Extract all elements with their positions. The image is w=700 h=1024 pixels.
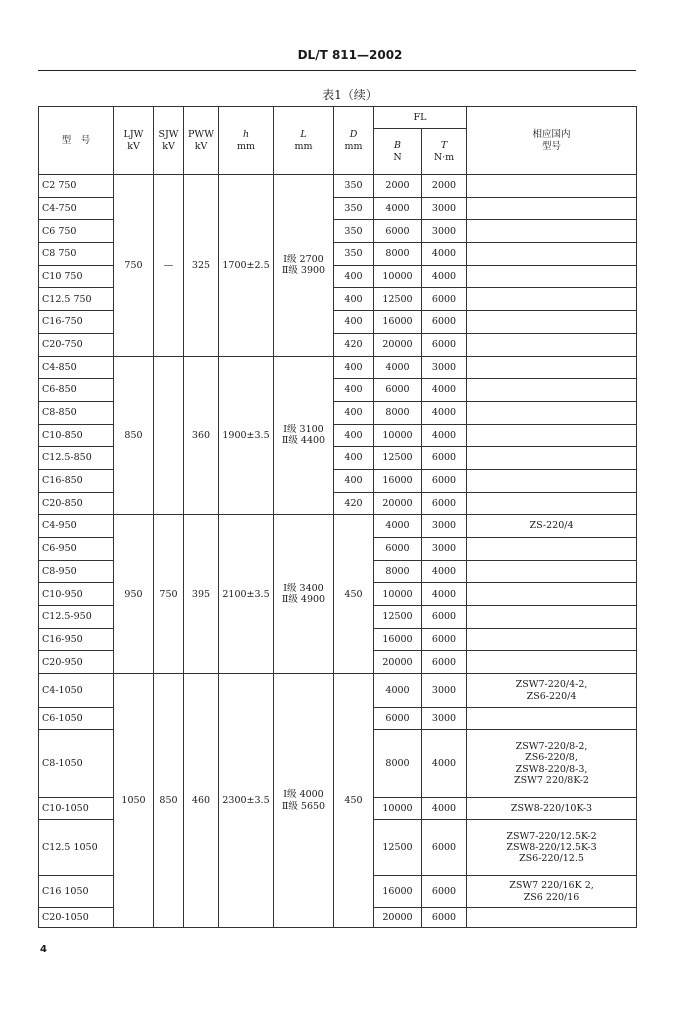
b-cell: 10000 [374, 424, 422, 447]
model-cell: C6-850 [39, 379, 114, 402]
t-cell: 6000 [422, 908, 467, 928]
b-cell: 20000 [374, 651, 422, 674]
model-cell: C6 750 [39, 220, 114, 243]
d-cell: 400 [334, 356, 374, 379]
domestic-cell [467, 708, 637, 730]
model-cell: C16 1050 [39, 876, 114, 908]
document-code: DL/T 811—2002 [297, 48, 403, 62]
b-cell: 6000 [374, 379, 422, 402]
col-D: D mm [334, 107, 374, 175]
col-L: L mm [274, 107, 334, 175]
b-cell: 4000 [374, 197, 422, 220]
b-cell: 2000 [374, 175, 422, 198]
domestic-cell [467, 908, 637, 928]
model-cell: C12.5-950 [39, 606, 114, 629]
model-cell: C16-750 [39, 311, 114, 334]
b-cell: 10000 [374, 798, 422, 820]
ljw-cell: 750 [114, 175, 154, 357]
domestic-cell [467, 424, 637, 447]
d-cell: 420 [334, 333, 374, 356]
domestic-cell [467, 538, 637, 561]
d-cell: 400 [334, 424, 374, 447]
domestic-cell: ZSW7-220/4-2, ZS6-220/4 [467, 674, 637, 708]
model-cell: C8-1050 [39, 730, 114, 798]
table-caption: 表1（续） [322, 88, 378, 102]
d-cell: 450 [334, 515, 374, 674]
t-cell: 3000 [422, 674, 467, 708]
domestic-cell [467, 606, 637, 629]
model-cell: C20-1050 [39, 908, 114, 928]
domestic-cell [467, 469, 637, 492]
model-cell: C16-850 [39, 469, 114, 492]
model-cell: C12.5-850 [39, 447, 114, 470]
t-cell: 6000 [422, 288, 467, 311]
model-cell: C20-850 [39, 492, 114, 515]
model-cell: C6-1050 [39, 708, 114, 730]
domestic-cell [467, 243, 637, 266]
model-cell: C20-750 [39, 333, 114, 356]
col-model: 型 号 [39, 107, 114, 175]
t-cell: 3000 [422, 515, 467, 538]
pww-cell: 360 [184, 356, 219, 515]
model-cell: C6-950 [39, 538, 114, 561]
pww-cell: 395 [184, 515, 219, 674]
model-cell: C10-950 [39, 583, 114, 606]
col-pww: PWW kV [184, 107, 219, 175]
pww-cell: 460 [184, 674, 219, 928]
page-number: 4 [40, 944, 47, 955]
domestic-cell [467, 651, 637, 674]
t-cell: 4000 [422, 265, 467, 288]
table-row [39, 515, 637, 538]
model-cell: C4-950 [39, 515, 114, 538]
sjw-cell: 750 [154, 515, 184, 674]
domestic-cell: ZSW8-220/10K-3 [467, 798, 637, 820]
t-cell: 3000 [422, 220, 467, 243]
h-cell: 1900±3.5 [219, 356, 274, 515]
t-cell: 6000 [422, 469, 467, 492]
ljw-cell: 1050 [114, 674, 154, 928]
domestic-cell [467, 197, 637, 220]
model-cell: C2 750 [39, 175, 114, 198]
domestic-cell [467, 288, 637, 311]
header-rule [38, 70, 636, 71]
table-header [39, 107, 637, 175]
domestic-cell [467, 560, 637, 583]
model-cell: C10 750 [39, 265, 114, 288]
domestic-cell [467, 333, 637, 356]
domestic-cell [467, 447, 637, 470]
model-cell: C4-1050 [39, 674, 114, 708]
t-cell: 6000 [422, 311, 467, 334]
d-cell: 400 [334, 379, 374, 402]
b-cell: 4000 [374, 356, 422, 379]
domestic-cell [467, 356, 637, 379]
b-cell: 16000 [374, 311, 422, 334]
t-cell: 3000 [422, 197, 467, 220]
b-cell: 12500 [374, 606, 422, 629]
d-cell: 400 [334, 311, 374, 334]
d-cell: 420 [334, 492, 374, 515]
model-cell: C12.5 750 [39, 288, 114, 311]
b-cell: 10000 [374, 583, 422, 606]
b-cell: 8000 [374, 243, 422, 266]
domestic-cell [467, 628, 637, 651]
model-cell: C8-850 [39, 401, 114, 424]
d-cell: 400 [334, 288, 374, 311]
table-row [39, 674, 637, 708]
table-row [39, 356, 637, 379]
t-cell: 4000 [422, 798, 467, 820]
b-cell: 16000 [374, 628, 422, 651]
b-cell: 6000 [374, 538, 422, 561]
d-cell: 400 [334, 265, 374, 288]
model-cell: C10-850 [39, 424, 114, 447]
t-cell: 3000 [422, 538, 467, 561]
t-cell: 6000 [422, 447, 467, 470]
t-cell: 6000 [422, 820, 467, 876]
ljw-cell: 950 [114, 515, 154, 674]
t-cell: 6000 [422, 876, 467, 908]
col-sjw: SJW kV [154, 107, 184, 175]
t-cell: 4000 [422, 730, 467, 798]
pww-cell: 325 [184, 175, 219, 357]
table-row [39, 175, 637, 198]
insulator-spec-table [38, 106, 637, 928]
model-cell: C4-750 [39, 197, 114, 220]
L-cell: Ⅰ级 3400 Ⅱ级 4900 [274, 515, 334, 674]
sjw-cell: 850 [154, 674, 184, 928]
domestic-cell [467, 220, 637, 243]
b-cell: 12500 [374, 447, 422, 470]
domestic-cell: ZSW7-220/8-2, ZS6-220/8, ZSW8-220/8-3, ZSW7 220/8K-2 [467, 730, 637, 798]
domestic-cell [467, 401, 637, 424]
domestic-cell [467, 583, 637, 606]
ljw-cell: 850 [114, 356, 154, 515]
sjw-cell: — [154, 175, 184, 357]
b-cell: 20000 [374, 333, 422, 356]
model-cell: C20-950 [39, 651, 114, 674]
col-fl-b: B N [374, 129, 422, 175]
domestic-cell: ZSW7-220/12.5K-2 ZSW8-220/12.5K-3 ZS6-220/12.5 [467, 820, 637, 876]
t-cell: 4000 [422, 424, 467, 447]
b-cell: 20000 [374, 492, 422, 515]
t-cell: 6000 [422, 606, 467, 629]
t-cell: 6000 [422, 651, 467, 674]
t-cell: 4000 [422, 401, 467, 424]
L-cell: Ⅰ级 4000 Ⅱ级 5650 [274, 674, 334, 928]
t-cell: 6000 [422, 492, 467, 515]
col-fl: FL [374, 107, 467, 129]
b-cell: 8000 [374, 560, 422, 583]
col-fl-t: T N·m [422, 129, 467, 175]
h-cell: 2100±3.5 [219, 515, 274, 674]
b-cell: 10000 [374, 265, 422, 288]
d-cell: 350 [334, 175, 374, 198]
domestic-cell [467, 311, 637, 334]
domestic-cell [467, 265, 637, 288]
domestic-cell [467, 175, 637, 198]
t-cell: 6000 [422, 333, 467, 356]
h-cell: 1700±2.5 [219, 175, 274, 357]
model-cell: C8-950 [39, 560, 114, 583]
model-cell: C4-850 [39, 356, 114, 379]
t-cell: 6000 [422, 628, 467, 651]
model-cell: C12.5 1050 [39, 820, 114, 876]
t-cell: 3000 [422, 356, 467, 379]
t-cell: 4000 [422, 560, 467, 583]
model-cell: C10-1050 [39, 798, 114, 820]
t-cell: 3000 [422, 708, 467, 730]
b-cell: 16000 [374, 469, 422, 492]
t-cell: 4000 [422, 379, 467, 402]
L-cell: Ⅰ级 2700 Ⅱ级 3900 [274, 175, 334, 357]
sjw-cell [154, 356, 184, 515]
col-h: h mm [219, 107, 274, 175]
L-cell: Ⅰ级 3100 Ⅱ级 4400 [274, 356, 334, 515]
t-cell: 2000 [422, 175, 467, 198]
d-cell: 400 [334, 447, 374, 470]
model-cell: C8 750 [39, 243, 114, 266]
b-cell: 6000 [374, 220, 422, 243]
b-cell: 6000 [374, 708, 422, 730]
col-domestic: 相应国内 型号 [467, 107, 637, 175]
b-cell: 20000 [374, 908, 422, 928]
col-ljw: LJW kV [114, 107, 154, 175]
domestic-cell [467, 379, 637, 402]
b-cell: 12500 [374, 820, 422, 876]
b-cell: 8000 [374, 401, 422, 424]
b-cell: 8000 [374, 730, 422, 798]
d-cell: 400 [334, 401, 374, 424]
domestic-cell: ZSW7 220/16K 2, ZS6 220/16 [467, 876, 637, 908]
d-cell: 350 [334, 220, 374, 243]
d-cell: 350 [334, 243, 374, 266]
b-cell: 4000 [374, 515, 422, 538]
h-cell: 2300±3.5 [219, 674, 274, 928]
b-cell: 12500 [374, 288, 422, 311]
d-cell: 400 [334, 469, 374, 492]
d-cell: 350 [334, 197, 374, 220]
domestic-cell: ZS-220/4 [467, 515, 637, 538]
b-cell: 4000 [374, 674, 422, 708]
model-cell: C16-950 [39, 628, 114, 651]
t-cell: 4000 [422, 583, 467, 606]
b-cell: 16000 [374, 876, 422, 908]
t-cell: 4000 [422, 243, 467, 266]
d-cell: 450 [334, 674, 374, 928]
domestic-cell [467, 492, 637, 515]
